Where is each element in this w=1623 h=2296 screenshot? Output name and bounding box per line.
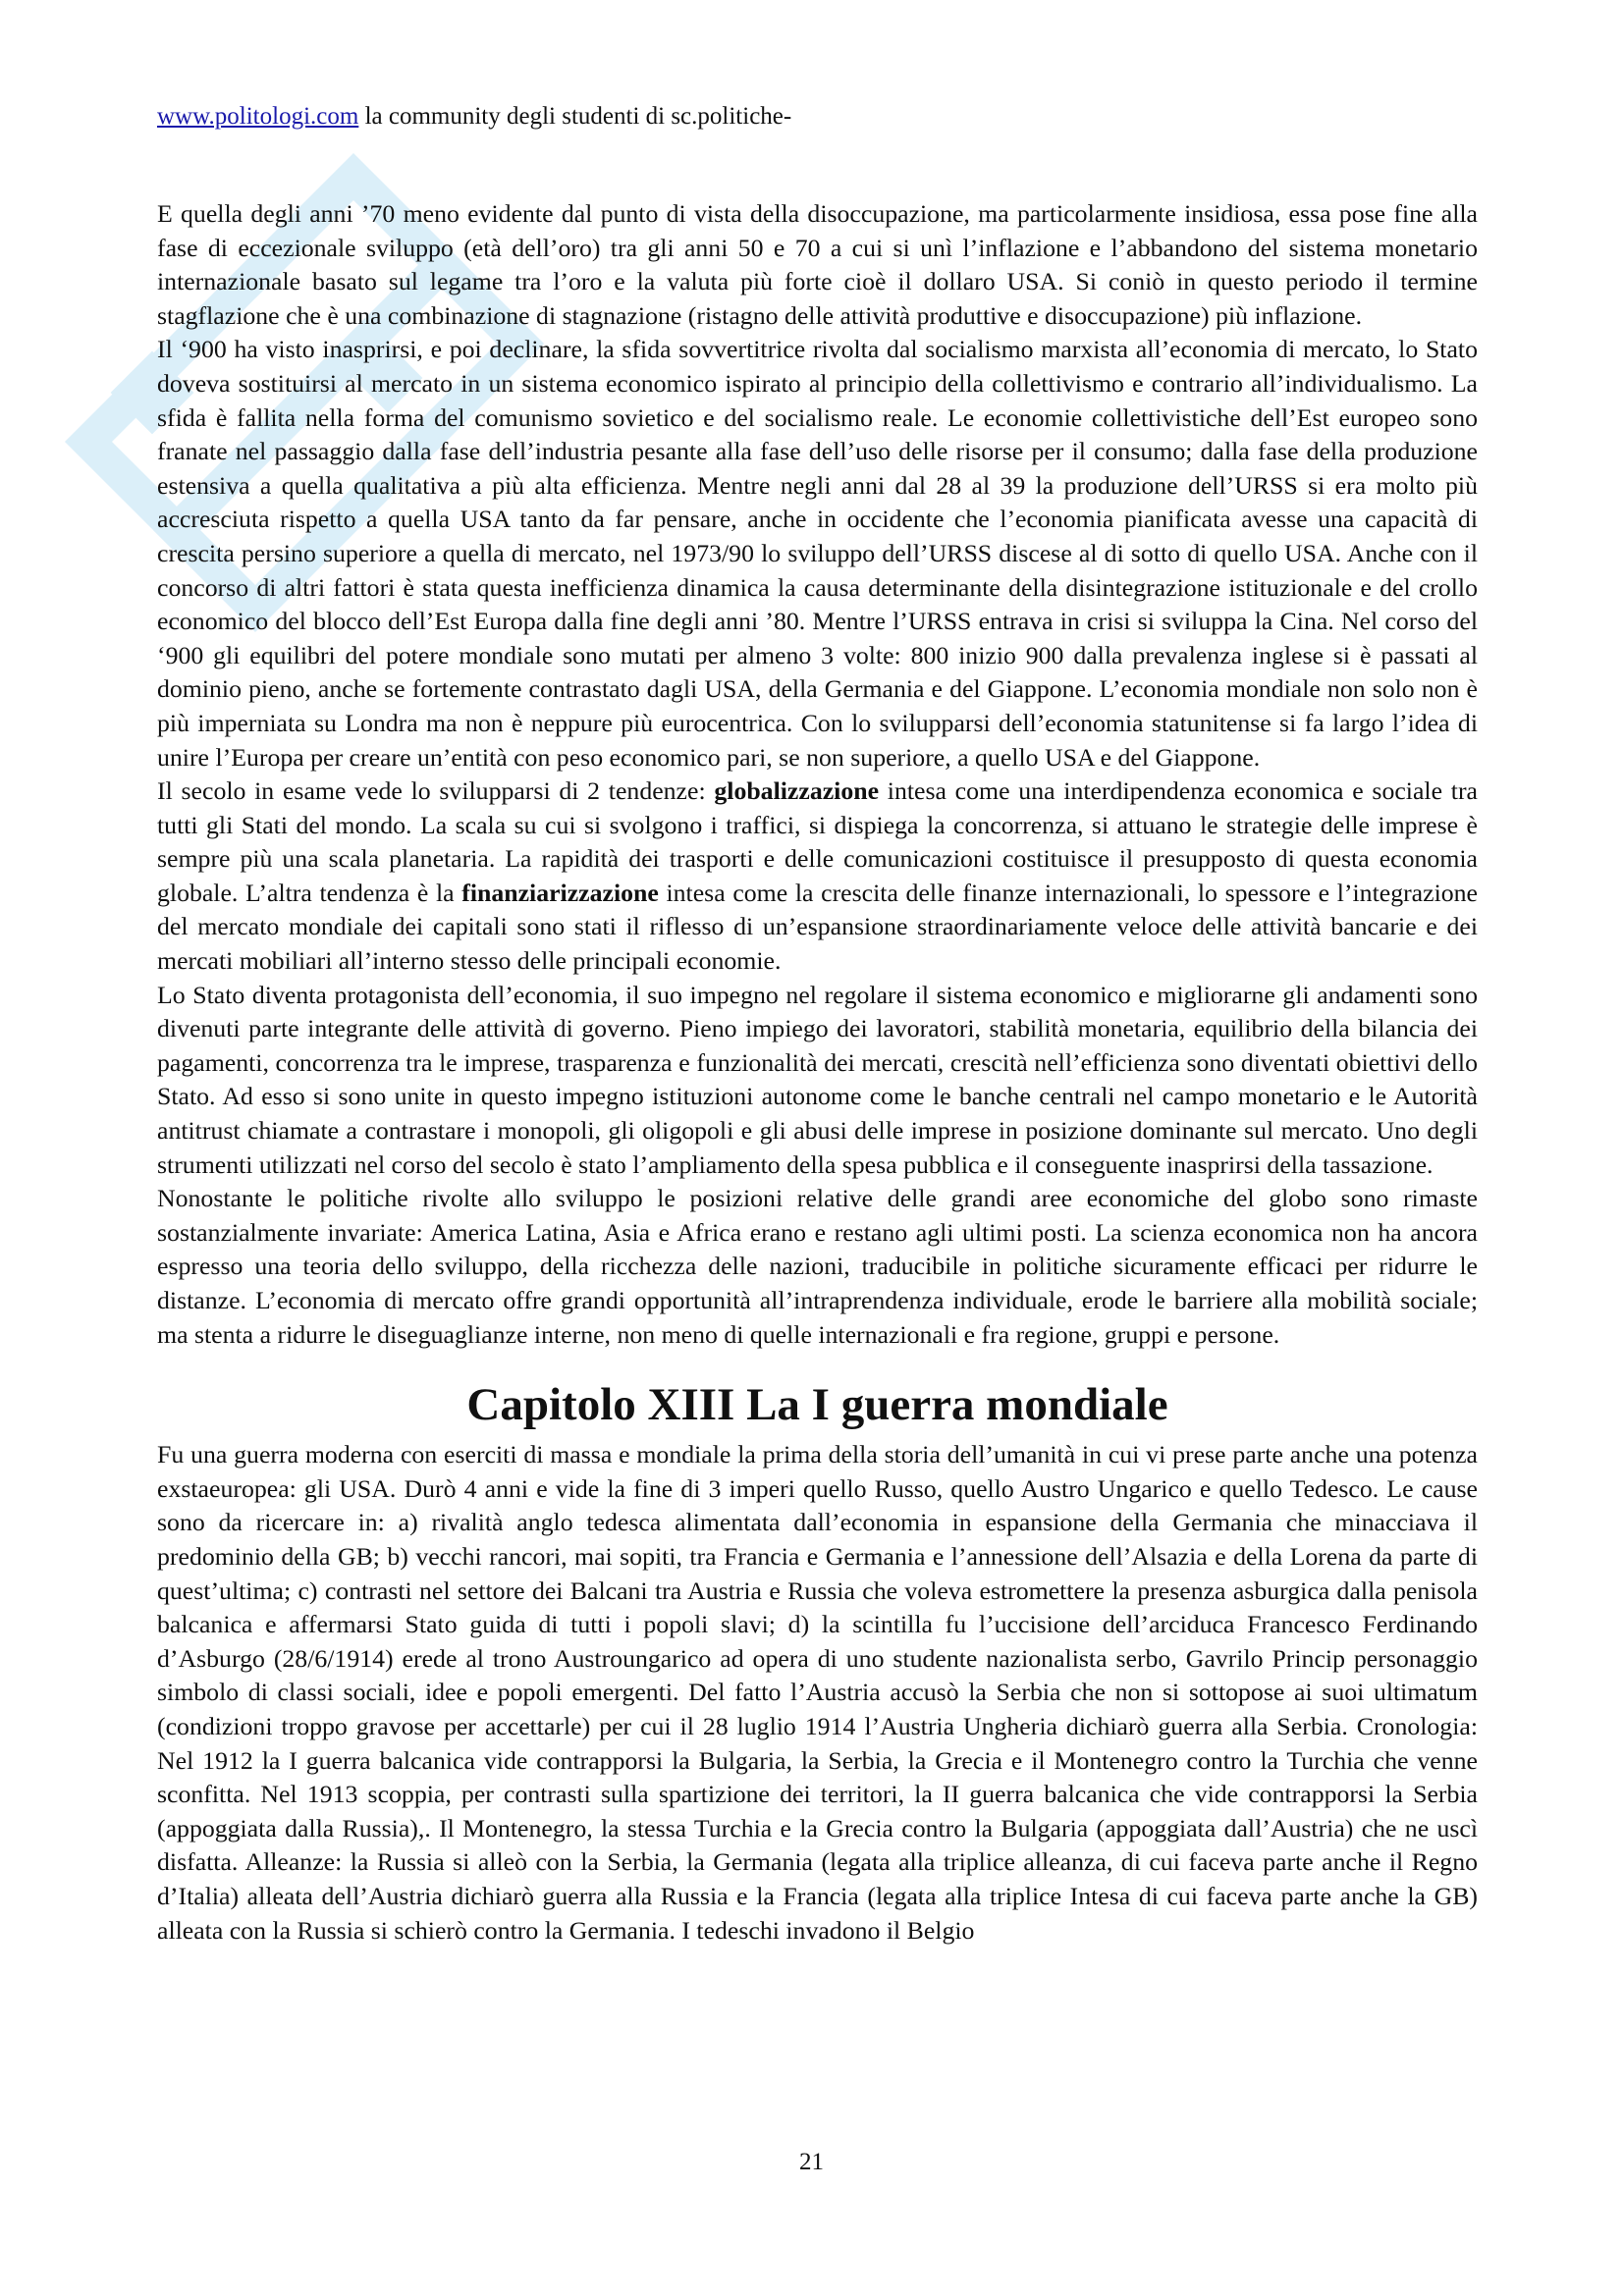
term-finanziarizzazione: finanziarizzazione (461, 878, 659, 907)
paragraph-socialismo: Il ‘900 ha visto inasprirsi, e poi declinare, la sfida sovvertitrice rivolta dal socialismo marxista all’economia di mercato, lo Stato doveva sostituirsi al mercato in un sistema economico ispirato al principio della collettivismo e contrario all’individualismo. La sfida è fallita nella forma del comunismo sovietico e del socialismo reale. Le economie collettivistiche dell’Est europeo sono franate nel passaggio dalla fase dell’industria pesante alla fase dell’uso delle risorse per il consumo; dalla fase della produzione estensiva a quella qualitativa a più alta efficienza. Mentre negli anni dal 28 al 39 la produzione dell’URSS si era molto più accresciuta rispetto a quella USA tanto da far pensare, anche in occidente che l’economia pianificata avesse una capacità di crescita persino superiore a quella di mercato, nel 1973/90 lo sviluppo dell’URSS discese al di sotto di quello USA. Anche con il concorso di altri fattori è stata questa inefficienza dinamica la causa determinante della disintegrazione istituzionale e del crollo economico del blocco dell’Est Europa dalla fine degli anni ’80. Mentre l’URSS entrava in crisi si sviluppa la Cina. Nel corso del ‘900 gli equilibri del potere mondiale sono mutati per almeno 3 volte: 800 inizio 900 dalla prevalenza inglese si è passati al dominio pieno, anche se fortemente contrastato dagli USA, della Germania e del Giappone. L’economia mondiale non solo non è più imperniata su Londra ma non è neppure più eurocentrica. Con lo svilupparsi dell’economia statunitense si fa largo l’idea di unire l’Europa per creare un’entità con peso economico pari, se non superiore, a quello USA e del Giappone. (157, 335, 1478, 772)
site-link[interactable]: www.politologi.com (157, 103, 359, 130)
paragraph-stato: Lo Stato diventa protagonista dell’economia, il suo impegno nel regolare il sistema economico e migliorarne gli andamenti sono divenuti parte integrante delle attività di governo. Pieno impiego dei lavoratori, stabilità monetaria, equilibrio della bilancia dei pagamenti, concorrenza tra le imprese, trasparenza e funzionalità dei mercati, crescità nell’efficienza sono diventati obiettivi dello Stato. Ad esso si sono unite in questo impegno istituzioni autonome come le banche centrali nel campo monetario e le Autorità antitrust chiamate a contrastare i monopoli, gli oligopoli e gli abusi delle imprese in posizione dominante sul mercato. Uno degli strumenti utilizzati nel corso del secolo è stato l’ampliamento della spesa pubblica e il conseguente inasprirsi della tassazione. (157, 980, 1478, 1179)
paragraph-sviluppo: Nonostante le politiche rivolte allo sviluppo le posizioni relative delle grandi aree economiche del globo sono rimaste sostanzialmente invariate: America Latina, Asia e Africa erano e restano agli ultimi posti. La scienza economica non ha ancora espresso una teoria dello sviluppo, della ricchezza delle nazioni, traducibile in politiche sicuramente efficaci per ridurre le distanze. L’economia di mercato offre grandi opportunità all’intraprendenza individuale, erode le barriere alla mobilità sociale; ma stenta a ridurre le diseguaglianze interne, non meno di quelle internazionali e fra regione, gruppi e persone. (157, 1184, 1478, 1349)
header-tagline: la community degli studenti di sc.politiche- (358, 103, 792, 130)
paragraph-globalizzazione (157, 774, 1478, 979)
document-body (157, 197, 1478, 1948)
page-header (157, 102, 791, 132)
chapter-paragraph: Fu una guerra moderna con eserciti di massa e mondiale la prima della storia dell’umanità in cui vi prese parte anche una potenza exstaeuropea: gli USA. Durò 4 anni e vide la fine di 3 imperi quello Russo, quello Austro Ungarico e quello Tedesco. Le cause sono da ricercare in: a) rivalità anglo tedesca alimentata dall’economia in espansione della Germania che minacciava il predominio della GB; b) vecchi rancori, mai sopiti, tra Francia e Germania e l’annessione dell’Alsazia e della Lorena da parte di quest’ultima; c) contrasti nel settore dei Balcani tra Austria e Russia che voleva estromettere la presenza asburgica dalla penisola balcanica e affermarsi Stato guida di tutti i popoli slavi; d) la scintilla fu l’uccisione dell’arciduca Francesco Ferdinando d’Asburgo (28/6/1914) erede al trono Austroungarico ad opera di uno studente nazionalista serbo, Gavrilo Princip personaggio simbolo di classi sociali, idee e popoli emergenti. Del fatto l’Austria accusò la Serbia che non si sottopose ai suoi ultimatum (condizioni troppo gravose per accettarle) per cui il 28 luglio 1914 l’Austria Ungheria dichiarò guerra alla Serbia. Cronologia: Nel 1912 la I guerra balcanica vide contrapporsi la Bulgaria, la Serbia, la Grecia e il Montenegro contro la Turchia che venne sconfitta. Nel 1913 scoppia, per contrasti sulla spartizione dei territori, la II guerra balcanica che vide contrapporsi la Serbia (appoggiata dalla Russia),. Il Montenegro, la stessa Turchia e la Grecia contro la Bulgaria (appoggiata dall’Austria) che ne uscì disfatta. Alleanze: la Russia si alleò con la Serbia, la Germania (legata alla triplice alleanza, di cui faceva parte anche il Regno d’Italia) alleata dell’Austria dichiarò guerra alla Russia e la Francia (legata alla triplice Intesa di cui faceva parte anche la GB) alleata con la Russia si schierò contro la Germania. I tedeschi invadono il Belgio (157, 1440, 1478, 1945)
chapter-title: Capitolo XIII La I guerra mondiale (466, 1379, 1168, 1431)
paragraph-text: Il secolo in esame vede lo svilupparsi di 2 tendenze: (157, 776, 715, 806)
paragraph-text: intesa come una interdipendenza economica e sociale tra tutti gli Stati del mondo. La scala su cui si svolgono i traffici, si dispiega la concorrenza, si attuano le strategie delle imprese è sempre più una scala planetaria. La rapidità dei trasporti e delle comunicazioni costituisce il presupposto di questa economia globale. L’altra tendenza è la (157, 776, 1478, 907)
term-globalizzazione: globalizzazione (714, 776, 880, 806)
page-number: 21 (799, 2149, 824, 2175)
paragraph-text: intesa come la crescita delle finanze internazionali, lo spessore e l’integrazione del mercato mondiale dei capitali sono stati il riflesso di un’espansione straordinariamente veloce delle attività bancarie e dei mercati mobiliari all’interno stesso delle principali economie. (157, 878, 1478, 976)
paragraph-stagflazione: E quella degli anni ’70 meno evidente dal punto di vista della disoccupazione, ma particolarmente insidiosa, essa pose fine alla fase di eccezionale sviluppo (età dell’oro) tra gli anni 50 e 70 a cui si unì l’inflazione e l’abbandono del sistema monetario internazionale basato sul legame tra l’oro e la valuta più forte cioè il dollaro USA. Si coniò in questo periodo il termine stagflazione che è una combinazione di stagnazione (ristagno delle attività produttive e disoccupazione) più inflazione. (157, 199, 1478, 330)
